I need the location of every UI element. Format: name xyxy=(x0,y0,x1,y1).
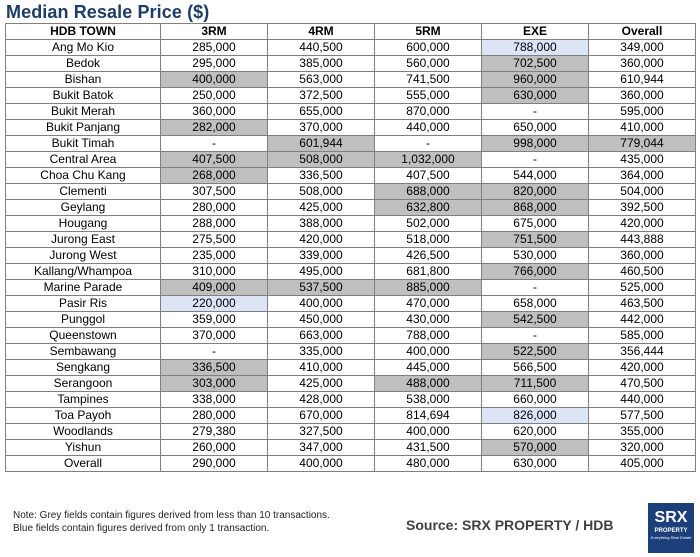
price-cell: 442,000 xyxy=(589,312,696,328)
price-cell: 630,000 xyxy=(482,456,589,472)
source-credit: Source: SRX PROPERTY / HDB xyxy=(406,517,614,533)
table-row xyxy=(6,200,696,216)
price-cell: 868,000 xyxy=(482,200,589,216)
town-cell: Bishan xyxy=(6,72,161,88)
price-cell: 356,444 xyxy=(589,344,696,360)
town-cell: Bukit Panjang xyxy=(6,120,161,136)
price-cell: 630,000 xyxy=(482,88,589,104)
price-cell: 440,000 xyxy=(589,392,696,408)
town-cell: Jurong East xyxy=(6,232,161,248)
price-cell: 522,500 xyxy=(482,344,589,360)
price-cell: 275,500 xyxy=(161,232,268,248)
price-cell: - xyxy=(482,104,589,120)
price-cell: 632,800 xyxy=(375,200,482,216)
price-cell: 420,000 xyxy=(589,216,696,232)
town-cell: Geylang xyxy=(6,200,161,216)
town-cell: Woodlands xyxy=(6,424,161,440)
price-cell: 288,000 xyxy=(161,216,268,232)
table-row xyxy=(6,376,696,392)
price-cell: 347,000 xyxy=(268,440,375,456)
price-cell: 480,000 xyxy=(375,456,482,472)
price-cell: 260,000 xyxy=(161,440,268,456)
town-cell: Sembawang xyxy=(6,344,161,360)
price-cell: - xyxy=(482,280,589,296)
price-cell: 400,000 xyxy=(268,296,375,312)
town-cell: Bukit Timah xyxy=(6,136,161,152)
price-cell: 530,000 xyxy=(482,248,589,264)
price-cell: 960,000 xyxy=(482,72,589,88)
price-cell: 385,000 xyxy=(268,56,375,72)
price-cell: 443,888 xyxy=(589,232,696,248)
price-cell: 235,000 xyxy=(161,248,268,264)
price-cell: 400,000 xyxy=(375,424,482,440)
price-cell: 751,500 xyxy=(482,232,589,248)
table-row xyxy=(6,152,696,168)
price-cell: 307,500 xyxy=(161,184,268,200)
price-cell: - xyxy=(161,136,268,152)
price-cell: 566,500 xyxy=(482,360,589,376)
column-header: Overall xyxy=(589,24,696,40)
table-row xyxy=(6,120,696,136)
table-row xyxy=(6,216,696,232)
price-cell: 327,500 xyxy=(268,424,375,440)
footnotes xyxy=(13,509,330,535)
price-cell: 285,000 xyxy=(161,40,268,56)
price-cell: 658,000 xyxy=(482,296,589,312)
price-cell: 779,044 xyxy=(589,136,696,152)
price-cell: 504,000 xyxy=(589,184,696,200)
price-cell: 220,000 xyxy=(161,296,268,312)
logo-brand: SRX xyxy=(654,509,688,526)
town-cell: Bukit Batok xyxy=(6,88,161,104)
price-cell: 470,000 xyxy=(375,296,482,312)
price-cell: 355,000 xyxy=(589,424,696,440)
price-cell: 600,000 xyxy=(375,40,482,56)
table-row xyxy=(6,392,696,408)
town-cell: Bukit Merah xyxy=(6,104,161,120)
price-cell: 688,000 xyxy=(375,184,482,200)
price-cell: 400,000 xyxy=(268,456,375,472)
price-cell: 518,000 xyxy=(375,232,482,248)
price-cell: 339,000 xyxy=(268,248,375,264)
price-cell: 336,500 xyxy=(268,168,375,184)
price-cell: 681,800 xyxy=(375,264,482,280)
logo-tagline: Everything Real Estate xyxy=(650,535,692,540)
price-cell: - xyxy=(482,152,589,168)
price-cell: 488,000 xyxy=(375,376,482,392)
price-cell: 372,500 xyxy=(268,88,375,104)
price-cell: 360,000 xyxy=(589,56,696,72)
price-cell: 555,000 xyxy=(375,88,482,104)
price-cell: 826,000 xyxy=(482,408,589,424)
table-row xyxy=(6,424,696,440)
price-cell: 400,000 xyxy=(161,72,268,88)
town-cell: Overall xyxy=(6,456,161,472)
town-cell: Sengkang xyxy=(6,360,161,376)
price-cell: 320,000 xyxy=(589,440,696,456)
price-cell: 420,000 xyxy=(589,360,696,376)
price-cell: 407,500 xyxy=(375,168,482,184)
price-cell: 338,000 xyxy=(161,392,268,408)
table-row xyxy=(6,56,696,72)
price-cell: 741,500 xyxy=(375,72,482,88)
town-cell: Serangoon xyxy=(6,376,161,392)
town-cell: Central Area xyxy=(6,152,161,168)
price-cell: 711,500 xyxy=(482,376,589,392)
price-cell: 508,000 xyxy=(268,152,375,168)
town-cell: Toa Payoh xyxy=(6,408,161,424)
table-row xyxy=(6,168,696,184)
table-row xyxy=(6,440,696,456)
price-cell: 364,000 xyxy=(589,168,696,184)
table-row xyxy=(6,296,696,312)
table-row xyxy=(6,248,696,264)
table-row xyxy=(6,344,696,360)
town-cell: Pasir Ris xyxy=(6,296,161,312)
price-cell: 1,032,000 xyxy=(375,152,482,168)
price-cell: 440,000 xyxy=(375,120,482,136)
price-cell: 788,000 xyxy=(482,40,589,56)
price-cell: 388,000 xyxy=(268,216,375,232)
median-resale-price-table xyxy=(5,23,696,472)
price-cell: 610,944 xyxy=(589,72,696,88)
table-row xyxy=(6,104,696,120)
table-row xyxy=(6,264,696,280)
price-cell: 560,000 xyxy=(375,56,482,72)
town-cell: Jurong West xyxy=(6,248,161,264)
price-cell: 360,000 xyxy=(589,88,696,104)
price-cell: 663,000 xyxy=(268,328,375,344)
price-cell: 577,500 xyxy=(589,408,696,424)
table-row xyxy=(6,88,696,104)
price-cell: 450,000 xyxy=(268,312,375,328)
price-cell: 998,000 xyxy=(482,136,589,152)
price-cell: 425,000 xyxy=(268,376,375,392)
price-cell: 870,000 xyxy=(375,104,482,120)
price-cell: 702,500 xyxy=(482,56,589,72)
footnote-blue: Blue fields contain figures derived from only 1 transaction. xyxy=(13,523,270,534)
table-header-row xyxy=(6,24,696,40)
price-cell: 425,000 xyxy=(268,200,375,216)
price-cell: 544,000 xyxy=(482,168,589,184)
column-header: 3RM xyxy=(161,24,268,40)
price-cell: 370,000 xyxy=(161,328,268,344)
price-cell: 563,000 xyxy=(268,72,375,88)
table-row xyxy=(6,456,696,472)
price-cell: 463,500 xyxy=(589,296,696,312)
price-cell: 435,000 xyxy=(589,152,696,168)
price-cell: 250,000 xyxy=(161,88,268,104)
price-cell: 538,000 xyxy=(375,392,482,408)
price-cell: 601,944 xyxy=(268,136,375,152)
table-row xyxy=(6,328,696,344)
column-header: 4RM xyxy=(268,24,375,40)
table-row xyxy=(6,312,696,328)
table-row xyxy=(6,72,696,88)
table-row xyxy=(6,232,696,248)
price-cell: 420,000 xyxy=(268,232,375,248)
price-cell: 570,000 xyxy=(482,440,589,456)
price-cell: 392,500 xyxy=(589,200,696,216)
price-cell: 295,000 xyxy=(161,56,268,72)
price-cell: 370,000 xyxy=(268,120,375,136)
price-cell: 440,500 xyxy=(268,40,375,56)
price-cell: 280,000 xyxy=(161,200,268,216)
town-cell: Clementi xyxy=(6,184,161,200)
price-cell: 660,000 xyxy=(482,392,589,408)
price-cell: 788,000 xyxy=(375,328,482,344)
town-cell: Ang Mo Kio xyxy=(6,40,161,56)
footnote-grey: Note: Grey fields contain figures derived from less than 10 transactions. xyxy=(13,510,330,521)
price-cell: 290,000 xyxy=(161,456,268,472)
price-cell: 525,000 xyxy=(589,280,696,296)
table-body xyxy=(6,40,696,472)
price-cell: 537,500 xyxy=(268,280,375,296)
price-cell: 280,000 xyxy=(161,408,268,424)
price-cell: 470,500 xyxy=(589,376,696,392)
town-cell: Bedok xyxy=(6,56,161,72)
price-cell: 310,000 xyxy=(161,264,268,280)
price-cell: 766,000 xyxy=(482,264,589,280)
price-cell: 495,000 xyxy=(268,264,375,280)
price-cell: 303,000 xyxy=(161,376,268,392)
price-cell: 655,000 xyxy=(268,104,375,120)
table-row xyxy=(6,408,696,424)
price-cell: 670,000 xyxy=(268,408,375,424)
price-cell: 428,000 xyxy=(268,392,375,408)
town-cell: Punggol xyxy=(6,312,161,328)
price-cell: 445,000 xyxy=(375,360,482,376)
price-cell: 431,500 xyxy=(375,440,482,456)
price-cell: 620,000 xyxy=(482,424,589,440)
price-cell: 650,000 xyxy=(482,120,589,136)
town-cell: Tampines xyxy=(6,392,161,408)
price-cell: 400,000 xyxy=(375,344,482,360)
price-cell: 268,000 xyxy=(161,168,268,184)
table-row xyxy=(6,360,696,376)
price-cell: 675,000 xyxy=(482,216,589,232)
srx-logo xyxy=(648,503,694,553)
column-header: HDB TOWN xyxy=(6,24,161,40)
table-row xyxy=(6,136,696,152)
table-row xyxy=(6,40,696,56)
table-row xyxy=(6,280,696,296)
price-cell: 405,000 xyxy=(589,456,696,472)
town-cell: Hougang xyxy=(6,216,161,232)
price-cell: 542,500 xyxy=(482,312,589,328)
price-cell: 282,000 xyxy=(161,120,268,136)
logo-sub: PROPERTY xyxy=(654,528,688,534)
price-cell: 508,000 xyxy=(268,184,375,200)
price-cell: 410,000 xyxy=(268,360,375,376)
table-row xyxy=(6,184,696,200)
town-cell: Marine Parade xyxy=(6,280,161,296)
price-cell: 885,000 xyxy=(375,280,482,296)
price-cell: 360,000 xyxy=(161,104,268,120)
price-cell: 595,000 xyxy=(589,104,696,120)
price-cell: 407,500 xyxy=(161,152,268,168)
price-cell: 359,000 xyxy=(161,312,268,328)
price-cell: - xyxy=(482,328,589,344)
price-cell: 360,000 xyxy=(589,248,696,264)
price-cell: 460,500 xyxy=(589,264,696,280)
price-cell: 410,000 xyxy=(589,120,696,136)
page-title: Median Resale Price ($) xyxy=(6,2,210,22)
column-header: EXE xyxy=(482,24,589,40)
town-cell: Yishun xyxy=(6,440,161,456)
town-cell: Queenstown xyxy=(6,328,161,344)
price-cell: 430,000 xyxy=(375,312,482,328)
price-cell: 279,380 xyxy=(161,424,268,440)
price-cell: 349,000 xyxy=(589,40,696,56)
column-header: 5RM xyxy=(375,24,482,40)
price-cell: 335,000 xyxy=(268,344,375,360)
price-cell: 409,000 xyxy=(161,280,268,296)
price-cell: 820,000 xyxy=(482,184,589,200)
price-cell: 585,000 xyxy=(589,328,696,344)
price-cell: 426,500 xyxy=(375,248,482,264)
price-cell: - xyxy=(161,344,268,360)
town-cell: Choa Chu Kang xyxy=(6,168,161,184)
price-cell: - xyxy=(375,136,482,152)
price-cell: 336,500 xyxy=(161,360,268,376)
price-cell: 814,694 xyxy=(375,408,482,424)
price-cell: 502,000 xyxy=(375,216,482,232)
town-cell: Kallang/Whampoa xyxy=(6,264,161,280)
